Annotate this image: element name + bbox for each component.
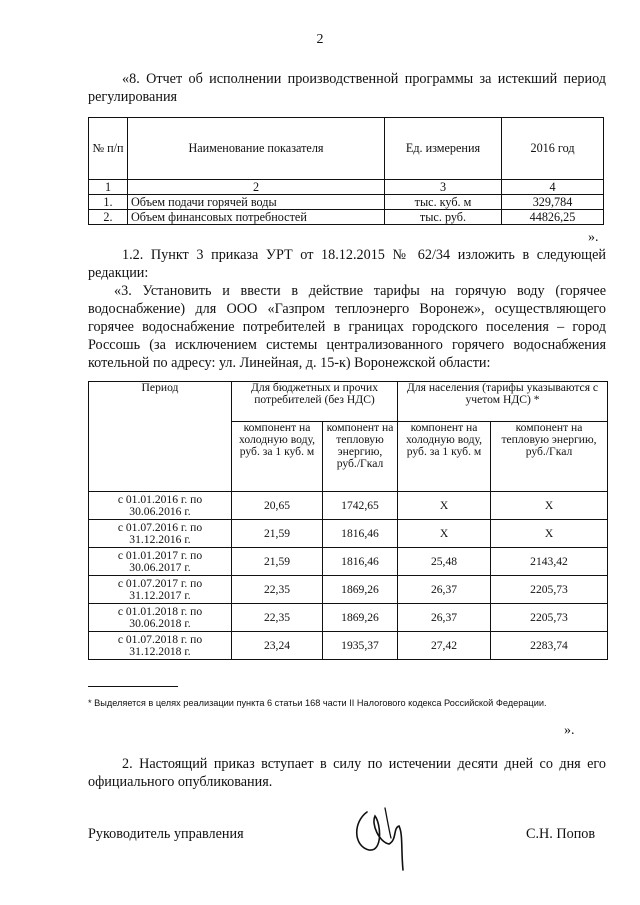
- value-cell: X: [398, 520, 491, 548]
- sub-header-heat-energy: компонент на тепловую энергию, руб./Гкал: [323, 422, 398, 492]
- table-row: [89, 195, 604, 210]
- value-cell: 23,24: [232, 632, 323, 660]
- handwritten-signature: [345, 794, 425, 874]
- numbering-cell: 2: [128, 180, 385, 195]
- page-number: 2: [316, 32, 324, 47]
- value-cell: 21,59: [232, 548, 323, 576]
- value-cell: X: [491, 520, 608, 548]
- item-1-2: 1.2. Пункт 3 приказа УРТ от 18.12.2015 № 62/34 изложить в следующей редакции:: [88, 247, 606, 281]
- value-cell: 2205,73: [491, 604, 608, 632]
- row-num: 2.: [89, 210, 128, 225]
- table-row: [89, 210, 604, 225]
- period-cell: с 01.07.2016 г. по 31.12.2016 г.: [89, 520, 232, 548]
- value-cell: X: [491, 492, 608, 520]
- quote-close-1: ».: [588, 230, 599, 245]
- production-program-table: [88, 117, 604, 225]
- item-3: «3. Установить и ввести в действие тарифы на горячую воду (горячее водоснабжение) для ООО «Газпром теплоэнерго Воронеж», осуществляющего горячее водоснабжение потребителей в границах городского поселения – город Россошь (за исключением системы централизованного горячего водоснабжения котельной по адресу: ул. Линейная, д. 15-к) Воронежской области:: [88, 283, 606, 371]
- table-row: [89, 520, 608, 548]
- header-unit: Ед. измерения: [385, 118, 502, 180]
- row-indicator: Объем финансовых потребностей: [128, 210, 385, 225]
- value-cell: 26,37: [398, 604, 491, 632]
- header-indicator: Наименование показателя: [128, 118, 385, 180]
- signatory-name: С.Н. Попов: [526, 826, 596, 842]
- value-cell: 26,37: [398, 576, 491, 604]
- population-header: Для населения (тарифы указываются с учетом НДС) *: [398, 382, 608, 422]
- value-cell: 2143,42: [491, 548, 608, 576]
- value-cell: 1816,46: [323, 520, 398, 548]
- value-cell: 27,42: [398, 632, 491, 660]
- period-cell: с 01.01.2017 г. по 30.06.2017 г.: [89, 548, 232, 576]
- value-cell: X: [398, 492, 491, 520]
- period-header: Период: [89, 382, 232, 492]
- value-cell: 25,48: [398, 548, 491, 576]
- signatory-role: Руководитель управления: [88, 826, 244, 842]
- value-cell: 1869,26: [323, 604, 398, 632]
- table-row: [89, 576, 608, 604]
- tariff-table: [88, 381, 608, 660]
- header-num: № п/п: [89, 118, 128, 180]
- item-2: 2. Настоящий приказ вступает в силу по истечении десяти дней со дня его официального опубликования.: [88, 756, 606, 790]
- period-cell: с 01.07.2017 г. по 31.12.2017 г.: [89, 576, 232, 604]
- table-row: [89, 548, 608, 576]
- numbering-cell: 4: [502, 180, 604, 195]
- header-year: 2016 год: [502, 118, 604, 180]
- value-cell: 1869,26: [323, 576, 398, 604]
- period-cell: с 01.01.2018 г. по 30.06.2018 г.: [89, 604, 232, 632]
- budget-consumers-header: Для бюджетных и прочих потребителей (без НДС): [232, 382, 398, 422]
- sub-header-cold-water-pop: компонент на холодную воду, руб. за 1 куб. м: [398, 422, 491, 492]
- value-cell: 1935,37: [323, 632, 398, 660]
- period-cell: с 01.01.2016 г. по 30.06.2016 г.: [89, 492, 232, 520]
- value-cell: 22,35: [232, 576, 323, 604]
- value-cell: 1816,46: [323, 548, 398, 576]
- row-unit: тыс. куб. м: [385, 195, 502, 210]
- quote-close-2: ».: [564, 723, 575, 738]
- value-cell: 2205,73: [491, 576, 608, 604]
- sub-header-heat-energy-pop: компонент на тепловую энергию, руб./Гкал: [491, 422, 608, 492]
- row-indicator: Объем подачи горячей воды: [128, 195, 385, 210]
- sub-header-cold-water: компонент на холодную воду, руб. за 1 куб. м: [232, 422, 323, 492]
- value-cell: 1742,65: [323, 492, 398, 520]
- numbering-cell: 1: [89, 180, 128, 195]
- table-row: [89, 492, 608, 520]
- period-cell: с 01.07.2018 г. по 31.12.2018 г.: [89, 632, 232, 660]
- numbering-cell: 3: [385, 180, 502, 195]
- section-8-heading: «8. Отчет об исполнении производственной программы за истекший период регулирования: [88, 71, 606, 105]
- table-row: [89, 632, 608, 660]
- row-value: 329,784: [502, 195, 604, 210]
- row-value: 44826,25: [502, 210, 604, 225]
- row-unit: тыс. руб.: [385, 210, 502, 225]
- footnote: * Выделяется в целях реализации пункта 6 статьи 168 части II Налогового кодекса Российской Федерации.: [88, 698, 547, 708]
- value-cell: 20,65: [232, 492, 323, 520]
- footnote-divider: [88, 686, 178, 687]
- value-cell: 22,35: [232, 604, 323, 632]
- value-cell: 2283,74: [491, 632, 608, 660]
- row-num: 1.: [89, 195, 128, 210]
- value-cell: 21,59: [232, 520, 323, 548]
- table-row: [89, 604, 608, 632]
